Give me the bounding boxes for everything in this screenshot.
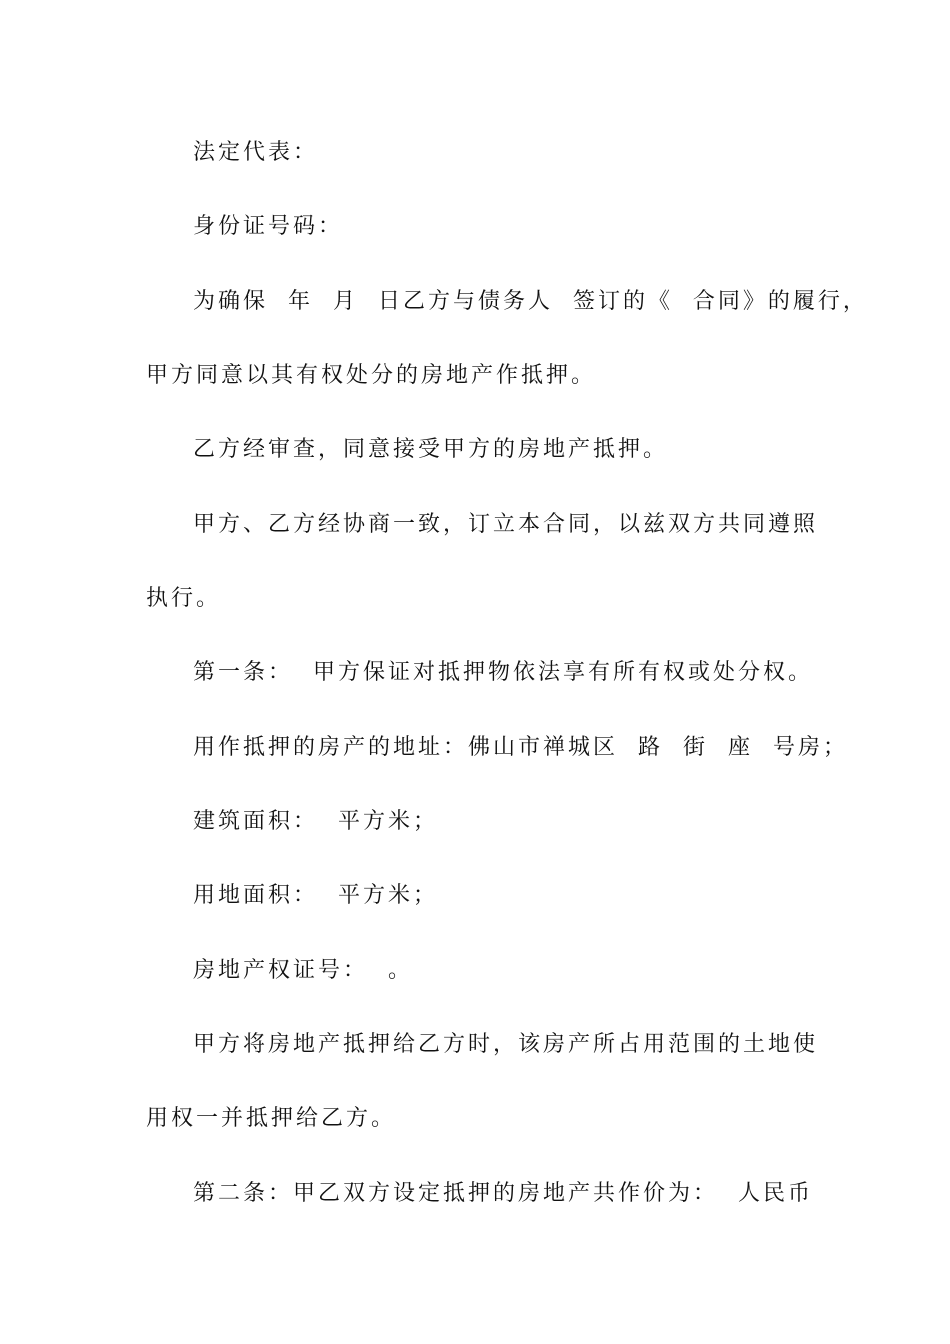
paragraph-land-use-line-1: 甲方将房地产抵押给乙方时，该房产所占用范围的土地使 — [193, 1032, 819, 1057]
paragraph-purpose-line-1: 为确保 年 月 日乙方与债务人 签订的《 合同》的履行， — [193, 289, 868, 314]
article-one-heading: 第一条： 甲方保证对抵押物依法享有所有权或处分权。 — [193, 660, 813, 685]
paragraph-agreement-line-1: 甲方、乙方经协商一致，订立本合同，以兹双方共同遵照 — [193, 512, 819, 537]
land-area-line: 用地面积： 平方米； — [193, 883, 438, 908]
paragraph-land-use-line-2: 用权一并抵押给乙方。 — [146, 1106, 397, 1131]
id-number-line: 身份证号码： — [193, 214, 344, 239]
property-address-line: 用作抵押的房产的地址：佛山市禅城区 路 街 座 号房； — [193, 735, 848, 760]
article-two-line: 第二条：甲乙双方设定抵押的房地产共作价为： 人民币 — [193, 1181, 813, 1206]
paragraph-purpose-line-2: 甲方同意以其有权处分的房地产作抵押。 — [146, 363, 597, 388]
paragraph-review: 乙方经审查，同意接受甲方的房地产抵押。 — [193, 437, 669, 462]
building-area-line: 建筑面积： 平方米； — [193, 809, 438, 834]
property-certificate-line: 房地产权证号： 。 — [193, 958, 413, 983]
paragraph-agreement-line-2: 执行。 — [146, 586, 222, 611]
legal-representative-line: 法定代表： — [193, 140, 319, 165]
